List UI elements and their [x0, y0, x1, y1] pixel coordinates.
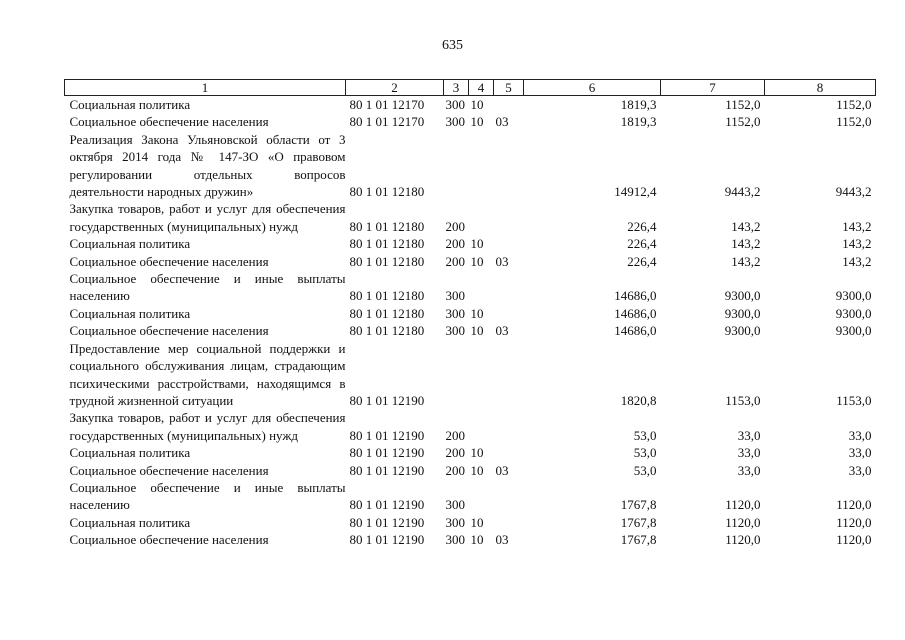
row-value-col6: 14686,0 [614, 288, 657, 304]
row-value-col7: 9300,0 [724, 305, 761, 321]
column-header-1: 1 [65, 80, 346, 96]
row-code: 80 1 01 12170 [349, 97, 425, 112]
row-name: Социальная политика [69, 97, 191, 112]
row-code: 80 1 01 12180 [349, 288, 425, 304]
row-col5: 03 [495, 462, 509, 478]
row-value-col8: 1153,0 [836, 392, 872, 408]
row-value-col7: 1120,0 [725, 497, 761, 513]
row-name: Социальное обеспечение населения [69, 532, 269, 548]
row-col5 [494, 131, 524, 201]
table-row [65, 96, 876, 114]
row-code: 80 1 01 12190 [349, 532, 425, 548]
row-name: Социальная политика [69, 236, 191, 252]
row-col3 [444, 340, 469, 410]
row-col3: 300 [445, 97, 465, 112]
row-col5: 03 [495, 323, 509, 339]
row-value-col6: 53,0 [633, 445, 657, 461]
row-col4: 10 [470, 114, 484, 130]
row-col5 [494, 305, 524, 322]
row-value-col6: 1767,8 [620, 532, 657, 548]
row-name: Социальная политика [69, 514, 191, 530]
row-value-col6: 14912,4 [614, 184, 657, 200]
row-code: 80 1 01 12170 [349, 114, 425, 130]
row-col4: 10 [470, 323, 484, 339]
row-value-col6: 1819,3 [620, 114, 657, 130]
row-col5 [494, 235, 524, 252]
row-value-col8: 9300,0 [835, 323, 872, 339]
row-value-col7: 33,0 [737, 445, 761, 461]
row-col5 [494, 514, 524, 531]
row-col3: 200 [445, 236, 465, 252]
row-value-col8: 1152,0 [836, 97, 872, 112]
column-header-5: 5 [494, 80, 524, 96]
table-row [65, 409, 876, 444]
column-header-7: 7 [661, 80, 765, 96]
row-col3: 200 [445, 218, 465, 234]
row-col5 [494, 340, 524, 410]
row-col5 [494, 200, 524, 235]
row-code: 80 1 01 12180 [349, 305, 425, 321]
row-col5 [494, 479, 524, 514]
table-row [65, 444, 876, 461]
column-header-2: 2 [346, 80, 444, 96]
row-col3: 200 [445, 445, 465, 461]
row-code: 80 1 01 12180 [349, 323, 425, 339]
table-row [65, 235, 876, 252]
row-value-col8: 33,0 [848, 462, 872, 478]
table-row [65, 531, 876, 548]
row-value-col8: 1152,0 [836, 114, 872, 130]
row-col5: 03 [495, 114, 509, 130]
column-header-6: 6 [524, 80, 661, 96]
row-code: 80 1 01 12180 [349, 184, 425, 200]
row-col4: 10 [470, 532, 484, 548]
budget-table [64, 79, 876, 549]
row-name: Социальное обеспечение населения [69, 114, 269, 130]
row-value-col7: 33,0 [737, 462, 761, 478]
row-col3: 300 [445, 305, 465, 321]
table-row [65, 479, 876, 514]
row-name: Предоставление мер социальной поддержки и социального обслуживания лицам, страдающим психическими расстройствами, находящимся в трудной жизненной ситуации [69, 340, 346, 408]
table-row [65, 305, 876, 322]
row-col4: 10 [470, 462, 484, 478]
row-name: Социальная политика [69, 305, 191, 321]
row-value-col7: 1153,0 [725, 392, 761, 408]
row-col4: 10 [470, 97, 484, 112]
row-col3: 300 [445, 323, 465, 339]
row-col3: 200 [445, 427, 465, 443]
row-value-col8: 143,2 [842, 236, 872, 252]
row-code: 80 1 01 12190 [349, 445, 425, 461]
table-row [65, 200, 876, 235]
row-name: Социальное обеспечение населения [69, 462, 269, 478]
table-row [65, 131, 876, 201]
row-value-col6: 1767,8 [620, 497, 657, 513]
table-row [65, 462, 876, 479]
row-name: Социальное обеспечение и иные выплаты населению [69, 271, 346, 304]
row-col4 [469, 479, 494, 514]
row-col5: 03 [495, 253, 509, 269]
row-value-col7: 9300,0 [724, 288, 761, 304]
row-col5 [494, 270, 524, 305]
row-col3: 300 [445, 514, 465, 530]
row-value-col6: 226,4 [627, 218, 657, 234]
row-value-col8: 9300,0 [835, 288, 872, 304]
row-code: 80 1 01 12190 [349, 427, 425, 443]
row-value-col7: 9443,2 [724, 184, 761, 200]
row-col4 [469, 200, 494, 235]
row-col4: 10 [470, 253, 484, 269]
row-value-col6: 1820,8 [620, 392, 657, 408]
column-header-3: 3 [444, 80, 469, 96]
row-value-col8: 143,2 [842, 253, 872, 269]
row-value-col8: 1120,0 [836, 532, 872, 548]
row-value-col7: 143,2 [731, 218, 761, 234]
row-col3: 200 [445, 253, 465, 269]
row-col5 [494, 444, 524, 461]
row-col4: 10 [470, 445, 484, 461]
row-value-col7: 1120,0 [725, 532, 761, 548]
row-col4 [469, 409, 494, 444]
row-value-col7: 1152,0 [725, 114, 761, 130]
row-value-col8: 33,0 [848, 445, 872, 461]
row-value-col6: 14686,0 [614, 305, 657, 321]
row-col3: 300 [445, 532, 465, 548]
row-value-col6: 226,4 [627, 253, 657, 269]
row-value-col8: 1120,0 [836, 497, 872, 513]
row-value-col7: 9300,0 [724, 323, 761, 339]
row-col5 [494, 409, 524, 444]
row-col4 [469, 131, 494, 201]
row-col3: 200 [445, 462, 465, 478]
row-value-col7: 1152,0 [725, 97, 761, 112]
row-col3: 300 [445, 288, 465, 304]
row-value-col6: 1819,3 [620, 97, 657, 112]
row-value-col8: 9300,0 [835, 305, 872, 321]
table-row [65, 340, 876, 410]
row-value-col7: 33,0 [737, 427, 761, 443]
table-row [65, 514, 876, 531]
row-col4: 10 [470, 305, 484, 321]
row-name: Закупка товаров, работ и услуг для обеспечения государственных (муниципальных) нужд [69, 201, 346, 234]
row-col3 [444, 131, 469, 201]
row-value-col7: 143,2 [731, 253, 761, 269]
row-col4 [469, 270, 494, 305]
row-name: Социальное обеспечение населения [69, 323, 269, 339]
row-code: 80 1 01 12190 [349, 514, 425, 530]
row-col4: 10 [470, 514, 484, 530]
row-code: 80 1 01 12180 [349, 236, 425, 252]
row-name: Социальное обеспечение населения [69, 253, 269, 269]
row-value-col8: 33,0 [848, 427, 872, 443]
row-col5: 03 [495, 532, 509, 548]
page-number: 635 [442, 38, 463, 53]
column-number-row [65, 80, 876, 96]
row-name: Реализация Закона Ульяновской области от 3 октября 2014 года № 147-ЗО «О правовом регулировании отдельных вопросов деятельности народных дружин» [69, 131, 346, 200]
row-col3: 300 [445, 497, 465, 513]
table-row [65, 113, 876, 130]
column-header-8: 8 [765, 80, 876, 96]
row-code: 80 1 01 12190 [349, 462, 425, 478]
row-value-col8: 9443,2 [835, 184, 872, 200]
row-name: Социальное обеспечение и иные выплаты населению [69, 479, 346, 513]
row-value-col6: 53,0 [633, 462, 657, 478]
row-value-col7: 143,2 [731, 236, 761, 252]
row-code: 80 1 01 12190 [349, 392, 425, 408]
row-value-col6: 226,4 [627, 236, 657, 252]
row-value-col7: 1120,0 [725, 514, 761, 530]
row-code: 80 1 01 12180 [349, 253, 425, 269]
row-name: Социальная политика [69, 445, 191, 461]
row-value-col6: 14686,0 [614, 323, 657, 339]
row-code: 80 1 01 12190 [349, 497, 425, 513]
table-row [65, 322, 876, 339]
row-col5 [494, 96, 524, 114]
row-col4: 10 [470, 236, 484, 252]
row-value-col8: 143,2 [842, 218, 872, 234]
row-value-col6: 1767,8 [620, 514, 657, 530]
row-value-col8: 1120,0 [836, 514, 872, 530]
column-header-4: 4 [469, 80, 494, 96]
row-name: Закупка товаров, работ и услуг для обеспечения государственных (муниципальных) нужд [69, 410, 346, 443]
row-code: 80 1 01 12180 [349, 218, 425, 234]
row-col3: 300 [445, 114, 465, 130]
table-row [65, 270, 876, 305]
table-row [65, 253, 876, 270]
row-value-col6: 53,0 [633, 427, 657, 443]
row-col4 [469, 340, 494, 410]
